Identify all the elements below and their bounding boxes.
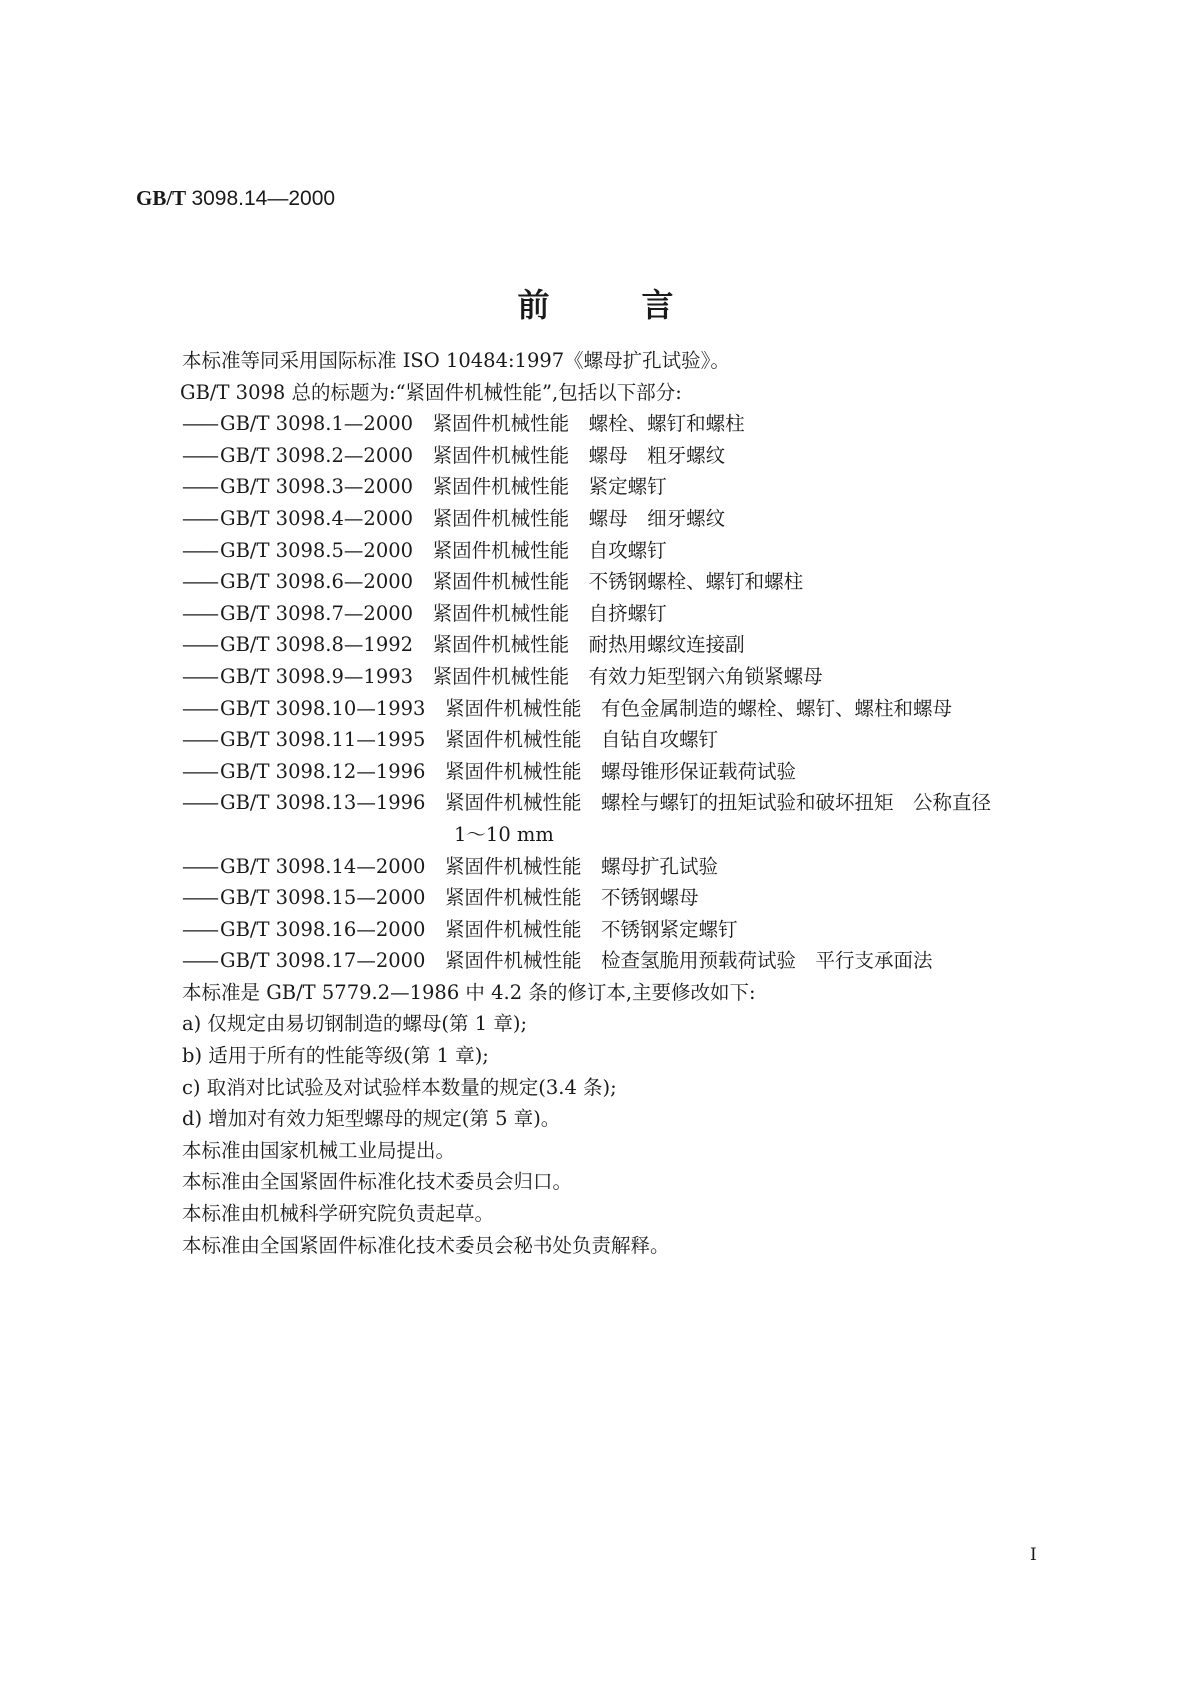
list-item-continuation: 1～10 mm (454, 822, 554, 846)
list-item: —— GB/T 3098.14—2000 紧固件机械性能 螺母扩孔试验 (182, 854, 718, 878)
list-item: —— GB/T 3098.2—2000 紧固件机械性能 螺母 粗牙螺纹 (182, 443, 726, 467)
paragraph-adoption: 本标准等同采用国际标准 ISO 10484:1997《螺母扩孔试验》。 (182, 349, 730, 372)
list-item: —— GB/T 3098.7—2000 紧固件机械性能 自挤螺钉 (182, 601, 667, 625)
list-item: —— GB/T 3098.8—1992 紧固件机械性能 耐热用螺纹连接副 (182, 633, 745, 657)
list-item: —— GB/T 3098.6—2000 紧固件机械性能 不锈钢螺栓、螺钉和螺柱 (182, 570, 804, 594)
closing-interpreter: 本标准由全国紧固件标准化技术委员会秘书处负责解释。 (182, 1233, 670, 1257)
list-item: —— GB/T 3098.15—2000 紧固件机械性能 不锈钢螺母 (182, 886, 699, 910)
list-item: —— GB/T 3098.12—1996 紧固件机械性能 螺母锥形保证载荷试验 (182, 759, 796, 783)
page-number: I (1030, 1545, 1037, 1565)
standard-code-header (136, 186, 335, 211)
list-item: —— GB/T 3098.17—2000 紧固件机械性能 检查氢脆用预载荷试验 平行支承面法 (182, 949, 933, 973)
revision-item: b) 适用于所有的性能等级(第 1 章); (182, 1044, 489, 1068)
foreword-body (182, 345, 1082, 1261)
list-item: —— GB/T 3098.16—2000 紧固件机械性能 不锈钢紧定螺钉 (182, 917, 738, 941)
list-item: —— GB/T 3098.3—2000 紧固件机械性能 紧定螺钉 (182, 475, 667, 499)
list-item: —— GB/T 3098.5—2000 紧固件机械性能 自攻螺钉 (182, 538, 667, 562)
closing-centralized: 本标准由全国紧固件标准化技术委员会归口。 (182, 1170, 573, 1194)
revision-item: a) 仅规定由易切钢制造的螺母(第 1 章); (182, 1012, 528, 1036)
revision-intro: 本标准是 GB/T 5779.2—1986 中 4.2 条的修订本,主要修改如下: (182, 980, 756, 1004)
list-item: —— GB/T 3098.9—1993 紧固件机械性能 有效力矩型钢六角锁紧螺母 (182, 664, 823, 688)
page-title: 前言 (517, 286, 766, 324)
closing-drafter: 本标准由机械科学研究院负责起草。 (182, 1202, 495, 1226)
revision-item: c) 取消对比试验及对试验样本数量的规定(3.4 条); (182, 1075, 617, 1099)
closing-proposer: 本标准由国家机械工业局提出。 (182, 1138, 456, 1162)
list-item: —— GB/T 3098.4—2000 紧固件机械性能 螺母 细牙螺纹 (182, 506, 726, 530)
paragraph-series-title: GB/T 3098 总的标题为:“紧固件机械性能”,包括以下部分: (180, 380, 682, 404)
list-item: —— GB/T 3098.11—1995 紧固件机械性能 自钻自攻螺钉 (182, 728, 718, 752)
revision-item: d) 增加对有效力矩型螺母的规定(第 5 章)。 (182, 1107, 561, 1131)
standard-number: 3098.14—2000 (191, 187, 336, 210)
standards-list (182, 408, 1082, 977)
list-item: —— GB/T 3098.13—1996 紧固件机械性能 螺栓与螺钉的扭矩试验和破坏扭矩 公称直径 (182, 791, 991, 815)
list-item: —— GB/T 3098.10—1993 紧固件机械性能 有色金属制造的螺栓、螺钉、螺柱和螺母 (182, 696, 952, 720)
standard-prefix: GB/T (136, 186, 187, 210)
list-item: —— GB/T 3098.1—2000 紧固件机械性能 螺栓、螺钉和螺柱 (182, 412, 745, 436)
